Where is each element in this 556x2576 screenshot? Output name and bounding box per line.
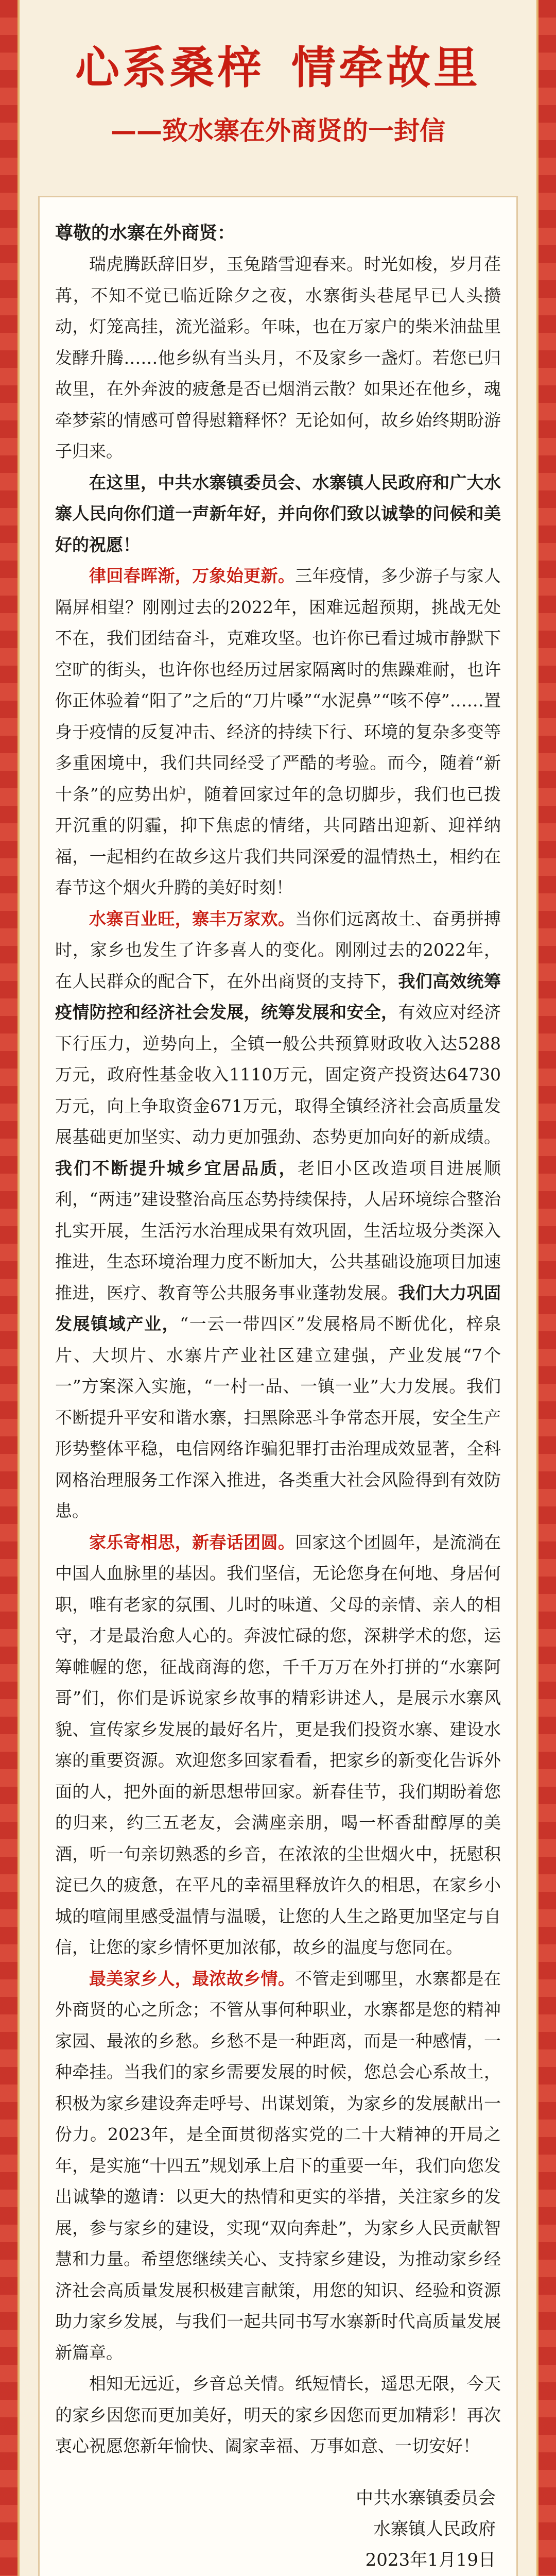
paragraph-4-bold-f: 我们大力巩固发展镇域产业，	[55, 1282, 501, 1334]
signature-org-2: 水寨镇人民政府	[373, 2518, 496, 2539]
left-decorative-border	[0, 0, 18, 2576]
letter-body	[38, 196, 518, 2576]
paragraph-4-text-g: “一云一带四区”发展格局不断优化，梓泉片、大坝片、水寨片产业社区建立建强，产业发展“7个一”方案深入实施，“一村一品、一镇一业”大力发展。我们不断提升平安和谐水寨，	[55, 1314, 501, 1428]
paragraph-6	[55, 1963, 501, 2369]
paragraph-5-heading: 家乐寄相思，新春话团圆。	[89, 1532, 296, 1552]
title-part-1: 心系桑梓	[75, 42, 265, 94]
paragraph-7: 相知无远近，乡音总关情。纸短情长，遥思无限，今天的家乡因您而更加美好，明天的家乡因您而更加精彩！再次衷心祝愿您新年愉快、阖家幸福、万事如意、一切安好！	[55, 2374, 501, 2456]
title-part-2: 情牵故里	[291, 42, 481, 94]
page-subtitle: ——致水寨在外商贤的一封信	[111, 115, 445, 146]
paragraph-4-text-a: 当你们远离故土、奋勇拼搏时，家乡也发生了许多喜人的变化。刚刚过去的2022年，在人民群众的配合下，在外出商贤的支持下，	[55, 908, 501, 991]
paragraph-6-heading: 最美家乡人，最浓故乡情。	[89, 1968, 296, 1989]
paragraph-4-text-h: 扫黑除恶斗争常态开展，安全生产形势整体平稳，电信网络诈骗犯罪打击治理成效显著，全科网格治理服务工作深入推进，各类重大社会风险得到有效防患。	[55, 1407, 501, 1521]
paragraph-3-text: 三年疫情，多少游子与家人隔屏相望？刚刚过去的2022年，困难远超预期，挑战无处不在，我们团结奋斗，克难攻坚。也许你已看过城市静默下空旷的街头，也许你也经历过居家隔离时的焦躁难耐，也许你正体验着“阳了”之后的“刀片嗓”“水泥鼻”“咳不停”……置身于疫情的反复冲击、经济的持续下行、环境的复杂多变等多重困境中，我们共同经受了严酷的考验。而今，随着“新十条”的应势出炉，随着回家过年的急切脚步，我们也已拨开沉重的阴霾，抑下焦虑的情绪，共同踏出迎新、迎祥纳福，一起相约在故乡这片我们共同深爱的温情热土，相约在春节这个烟火升腾的美好时刻！	[55, 566, 501, 897]
paragraph-2: 在这里，中共水寨镇委员会、水寨镇人民政府和广大水寨人民向你们道一声新年好，并向你们致以诚挚的问候和美好的祝愿！	[55, 472, 501, 555]
paragraph-4-text-e: 老旧小区改造项目进展顺利，“两违”建设整治高压态势持续保持，人居环境综合整治扎实开展，生活污水治理成果有效巩固，生活垃圾分类深入推进，生态环境治理力度不断加大，公共基础设施项目加速推进，医疗、教育等公共服务事业蓬勃发展。	[55, 1158, 501, 1303]
paragraph-4-text-c: 有效应对经济下行压力，逆势向上，全镇一般公共预算财政收入达5288万元，政府性基金收入1110万元，固定资产投资达64730万元，向上争取资金671万元，取得全镇经济社会高质量发展基础更加坚实、动力更加强劲、态势更加向好的新成绩。	[55, 1002, 501, 1147]
paragraph-3-heading: 律回春晖渐，万象始更新。	[89, 566, 296, 586]
page-content	[35, 0, 521, 2576]
signature-org-1: 中共水寨镇委员会	[356, 2487, 496, 2509]
paragraph-5-text: 回家这个团圆年，是流淌在中国人血脉里的基因。我们坚信，无论您身在何地、身居何职，唯有老家的氛围、儿时的味道、父母的亲情、亲人的相守，才是最治愈人心的。奔波忙碌的您，深耕学术的您，运筹帷幄的您，征战商海的您，千千万万在外打拼的“水寨阿哥”们，你们是诉说家乡故事的精彩讲述人，是展示水寨风貌、宣传家乡发展的最好名片，更是我们投资水寨、建设水寨的重要资源。欢迎您多回家看看，把家乡的新变化告诉外面的人，把外面的新思想带回家。新春佳节，我们期盼着您的归来，约三五老友，会满座亲朋，喝一杯香甜醇厚的美酒，听一句亲切熟悉的乡音，在浓浓的尘世烟火中，抚慰积淀已久的疲惫，在平凡的幸福里释放许久的相思，在家乡小城的喧闹里感受温情与温暖，让您的人生之路更加坚定与自信，让您的家乡情怀更加浓郁，故乡的温度与您同在。	[55, 1532, 501, 1957]
paragraph-4-bold-d: 我们不断提升城乡宜居品质，	[55, 1158, 298, 1178]
paragraph-1: 瑞虎腾跃辞旧岁，玉兔踏雪迎春来。时光如梭，岁月荏苒，不知不觉已临近除夕之夜，水寨街头巷尾早已人头攒动，灯笼高挂，流光溢彩。年味，也在万家户的柴米油盐里发酵升腾……他乡纵有当头月，不及家乡一盏灯。若您已归故里，在外奔波的疲惫是否已烟消云散？如果还在他乡，魂牵梦萦的情感可曾得慰籍释怀？无论如何，故乡始终期盼游子归来。	[55, 254, 501, 461]
letter-header	[35, 0, 521, 196]
signature-block	[55, 2483, 501, 2575]
paragraph-4-bold-b: 我们高效统筹疫情防控和经济社会发展，统筹发展和安全，	[55, 971, 501, 1022]
letter-greeting: 尊敬的水寨在外商贤：	[55, 223, 236, 244]
signature-date: 2023年1月19日	[365, 2549, 496, 2570]
paragraph-4-heading: 水寨百业旺，寨丰万家欢。	[89, 908, 296, 929]
paragraph-6-text: 不管走到哪里，水寨都是在外商贤的心之所念；不管从事何种职业，水寨都是您的精神家园、最浓的乡愁。乡愁不是一种距离，而是一种感情，一种牵挂。当我们的家乡需要发展的时候，您总会心系故土，积极为家乡建设奔走呼号、出谋划策，为家乡的发展献出一份力。2023年，是全面贯彻落实党的二十大精神的开局之年，是实施“十四五”规划承上启下的重要一年，我们向您发出诚挚的邀请：以更大的热情和更实的举措，关注家乡的发展，参与家乡的建设，实现“双向奔赴”，为家乡人民贡献智慧和力量。希望您继续关心、支持家乡建设，为推动家乡经济社会高质量发展积极建言献策，用您的知识、经验和资源助力家乡发展，与我们一起共同书写水寨新时代高质量发展新篇章。	[55, 1968, 501, 2363]
right-decorative-border	[538, 0, 556, 2576]
paragraph-3	[55, 561, 501, 904]
page-title	[35, 44, 521, 93]
paragraph-4	[55, 904, 501, 1527]
paragraph-5	[55, 1527, 501, 1963]
